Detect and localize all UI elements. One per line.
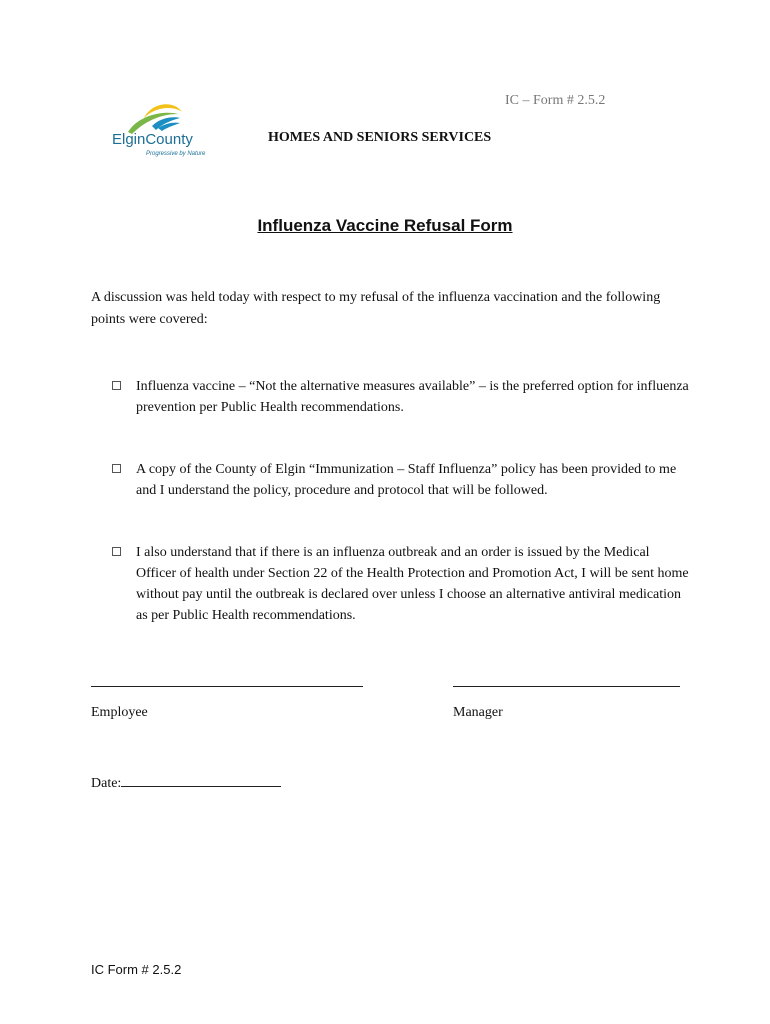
svg-text:Progressive by Nature: Progressive by Nature bbox=[146, 151, 206, 157]
checkbox-item-1[interactable] bbox=[112, 381, 121, 390]
list-item bbox=[112, 542, 692, 626]
list-item bbox=[112, 459, 692, 501]
footer-form-code: IC Form # 2.5.2 bbox=[91, 962, 182, 977]
intro-paragraph: A discussion was held today with respect to my refusal of the influenza vaccination and the following points were covered: bbox=[91, 290, 661, 327]
manager-signature-line[interactable] bbox=[453, 686, 680, 687]
checkbox-item-2[interactable] bbox=[112, 464, 121, 473]
form-title: Influenza Vaccine Refusal Form bbox=[257, 216, 513, 235]
employee-signature-line[interactable] bbox=[91, 686, 363, 687]
form-code-header: IC – Form # 2.5.2 bbox=[505, 93, 606, 108]
date-row bbox=[91, 772, 281, 792]
elgin-county-logo bbox=[108, 98, 228, 160]
checkbox-item-3[interactable] bbox=[112, 547, 121, 556]
list-item-text: Influenza vaccine – “Not the alternative measures available” – is the preferred option for influenza prevention per Public Health recommendations. bbox=[136, 379, 689, 415]
elgin-county-logo-icon bbox=[108, 98, 228, 160]
date-label: Date: bbox=[91, 776, 122, 791]
department-name: HOMES AND SENIORS SERVICES bbox=[268, 130, 492, 145]
manager-label: Manager bbox=[453, 705, 503, 720]
date-field-line[interactable] bbox=[121, 772, 281, 787]
list-item-text: A copy of the County of Elgin “Immunization – Staff Influenza” policy has been provided to me and I understand the policy, procedure and protocol that will be followed. bbox=[136, 462, 677, 498]
list-item-text: I also understand that if there is an influenza outbreak and an order is issued by the Medical Officer of health under Section 22 of the Health Protection and Promotion Act, I will be sent home without pay until the outbreak is declared over unless I choose an alternative antiviral medication as per Public Health recommendations. bbox=[136, 545, 689, 623]
list-item bbox=[112, 376, 692, 418]
employee-label: Employee bbox=[91, 705, 148, 720]
svg-text:ElginCounty: ElginCounty bbox=[112, 131, 193, 148]
